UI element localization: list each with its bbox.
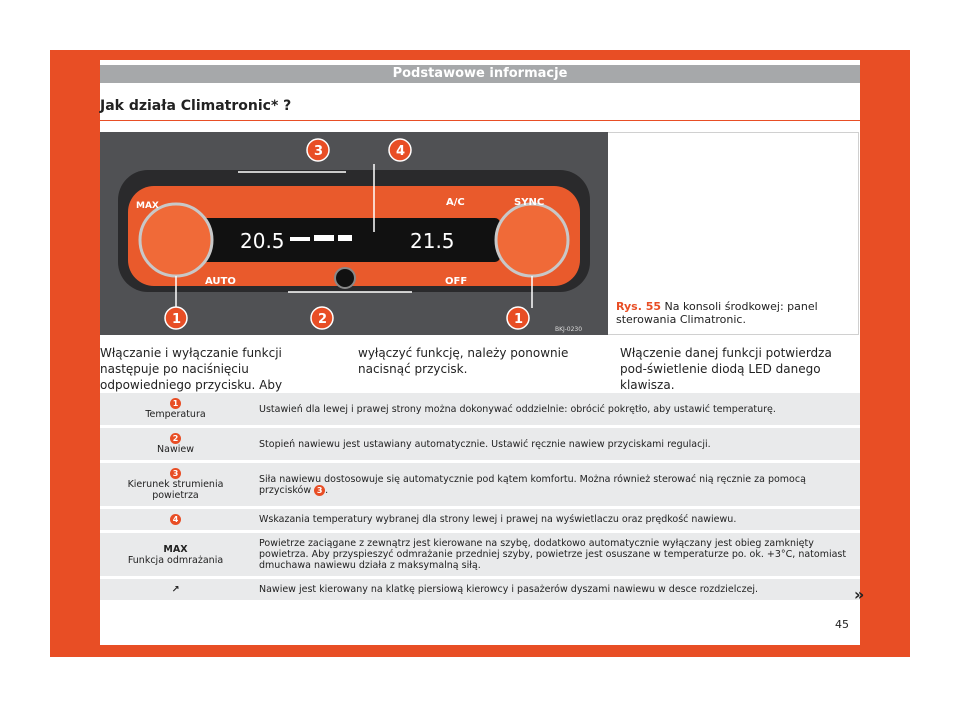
svg-text:4: 4	[396, 144, 406, 159]
function-table	[100, 390, 860, 603]
off-button-label[interactable]: OFF	[445, 276, 468, 287]
intro-col-1: Włączanie i wyłączanie funkcji następuje po naciśnięciu odpowiedniego przycisku. Aby	[100, 346, 283, 392]
row-badge: 3	[170, 468, 181, 479]
caption-box	[608, 132, 859, 335]
table-row: 3 Kierunek strumienia powietrza Siła nawiewu dostosowuje się automatycznie pod kątem komfortu. Można również sterować nią ręcznie za pomocą przycisków 3 .	[100, 463, 860, 506]
inline-ref-badge: 3	[314, 485, 325, 496]
svg-text:2: 2	[318, 312, 328, 327]
section-header: Podstawowe informacje	[100, 65, 860, 83]
svg-text:1: 1	[514, 312, 524, 327]
row-badge: 1	[170, 398, 181, 409]
max-defrost-icon: MAX	[163, 543, 188, 555]
page-title: Jak działa Climatronic* ?	[100, 98, 860, 121]
table-row: 1 Temperatura Ustawień dla lewej i prawej strony można dokonywać oddzielnie: obrócić pokrętło, aby ustawić temperaturę.	[100, 393, 860, 425]
left-temp-display: 20.5	[240, 229, 285, 253]
svg-text:1: 1	[172, 312, 182, 327]
climatronic-panel-illustration	[100, 132, 608, 335]
right-temperature-knob[interactable]	[496, 204, 568, 276]
row-badge: 2	[170, 433, 181, 444]
left-temperature-knob[interactable]	[140, 204, 212, 276]
manual-page	[100, 60, 865, 645]
table-row: 4 Wskazania temperatury wybranej dla strony lewej i prawej na wyświetlaczu oraz prędkość nawiewu.	[100, 509, 860, 530]
table-row: MAX Funkcja odmrażania Powietrze zaciągane z zewnątrz jest kierowane na szybę, dodatkowo automatycznie wyłączany jest obieg zamknięty powietrza. Aby przyspieszyć odmrażanie przedniej szyby, powietrze jest osuszane w temperaturze po. ok. +3°C, natomiast dmuchawa nawiewu działa z maksymalną siłą.	[100, 533, 860, 576]
continue-mark: »	[854, 585, 865, 604]
climatronic-figure	[100, 132, 608, 335]
chest-airflow-icon: ↗	[171, 584, 180, 595]
table-row: ↗ Nawiew jest kierowany na klatkę piersiową kierowcy i pasażerów dyszami nawiewu w desce rozdzielczej.	[100, 579, 860, 600]
right-temp-display: 21.5	[410, 229, 455, 253]
max-button-label[interactable]: MAX	[136, 201, 159, 211]
page-number: 45	[835, 618, 849, 631]
row-badge: 4	[170, 514, 181, 525]
figure-code: BKJ-0230	[555, 326, 583, 333]
figure-caption: Rys. 55 Na konsoli środkowej: panel sterowania Climatronic.	[616, 300, 818, 326]
auto-button-label[interactable]: AUTO	[205, 276, 236, 287]
table-row: 2 Nawiew Stopień nawiewu jest ustawiany automatycznie. Ustawić ręcznie nawiew przyciskami regulacji.	[100, 428, 860, 460]
intro-col-2: wyłączyć funkcję, należy ponownie nacisnąć przycisk.	[358, 346, 569, 376]
ac-button-label[interactable]: A/C	[446, 197, 465, 208]
sync-button-label[interactable]: SYNC	[514, 197, 545, 208]
svg-text:3: 3	[314, 144, 324, 159]
intro-col-3: Włączenie danej funkcji potwierdza pod-świetlenie diodą LED danego klawisza.	[620, 346, 832, 392]
